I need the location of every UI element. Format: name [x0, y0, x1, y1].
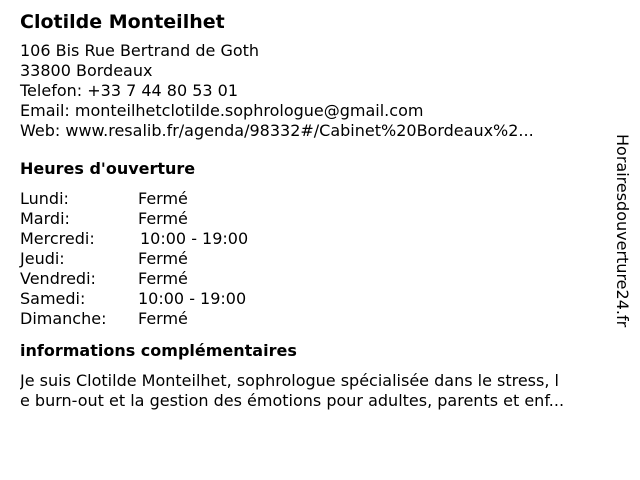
business-card [20, 9, 620, 411]
hours-row-friday [20, 269, 620, 289]
description-line: Je suis Clotilde Monteilhet, sophrologue spécialisée dans le stress, l [20, 371, 559, 390]
site-watermark: Horairesdouverture24.fr [613, 134, 632, 328]
day-label: Vendredi: [20, 269, 96, 288]
hours-row-monday [20, 189, 620, 209]
phone-line[interactable]: Telefon: +33 7 44 80 53 01 [20, 81, 239, 100]
hours-row-thursday [20, 249, 620, 269]
day-hours: Fermé [138, 309, 188, 328]
email-line[interactable]: Email: monteilhetclotilde.sophrologue@gmail.com [20, 101, 424, 120]
day-hours: Fermé [138, 189, 188, 208]
day-hours: 10:00 - 19:00 [140, 229, 249, 248]
day-label: Lundi: [20, 189, 69, 208]
business-name: Clotilde Monteilhet [20, 11, 225, 33]
hours-heading: Heures d'ouverture [20, 159, 196, 178]
hours-row-sunday [20, 309, 620, 329]
day-hours: 10:00 - 19:00 [138, 289, 247, 308]
hours-row-tuesday [20, 209, 620, 229]
day-label: Mardi: [20, 209, 70, 228]
hours-table [20, 189, 620, 329]
web-link[interactable]: Web: www.resalib.fr/agenda/98332#/Cabinet%20Bordeaux%2... [20, 121, 534, 140]
day-label: Jeudi: [20, 249, 65, 268]
day-label: Dimanche: [20, 309, 107, 328]
day-hours: Fermé [138, 209, 188, 228]
description-line: e burn-out et la gestion des émotions pour adultes, parents et enf... [20, 391, 565, 410]
hours-row-wednesday [20, 229, 620, 249]
description [20, 371, 620, 411]
address-city: 33800 Bordeaux [20, 61, 153, 80]
hours-row-saturday [20, 289, 620, 309]
day-label: Mercredi: [20, 229, 95, 248]
day-hours: Fermé [138, 269, 188, 288]
address-street: 106 Bis Rue Bertrand de Goth [20, 41, 260, 60]
day-label: Samedi: [20, 289, 86, 308]
info-heading: informations complémentaires [20, 341, 297, 360]
day-hours: Fermé [138, 249, 188, 268]
